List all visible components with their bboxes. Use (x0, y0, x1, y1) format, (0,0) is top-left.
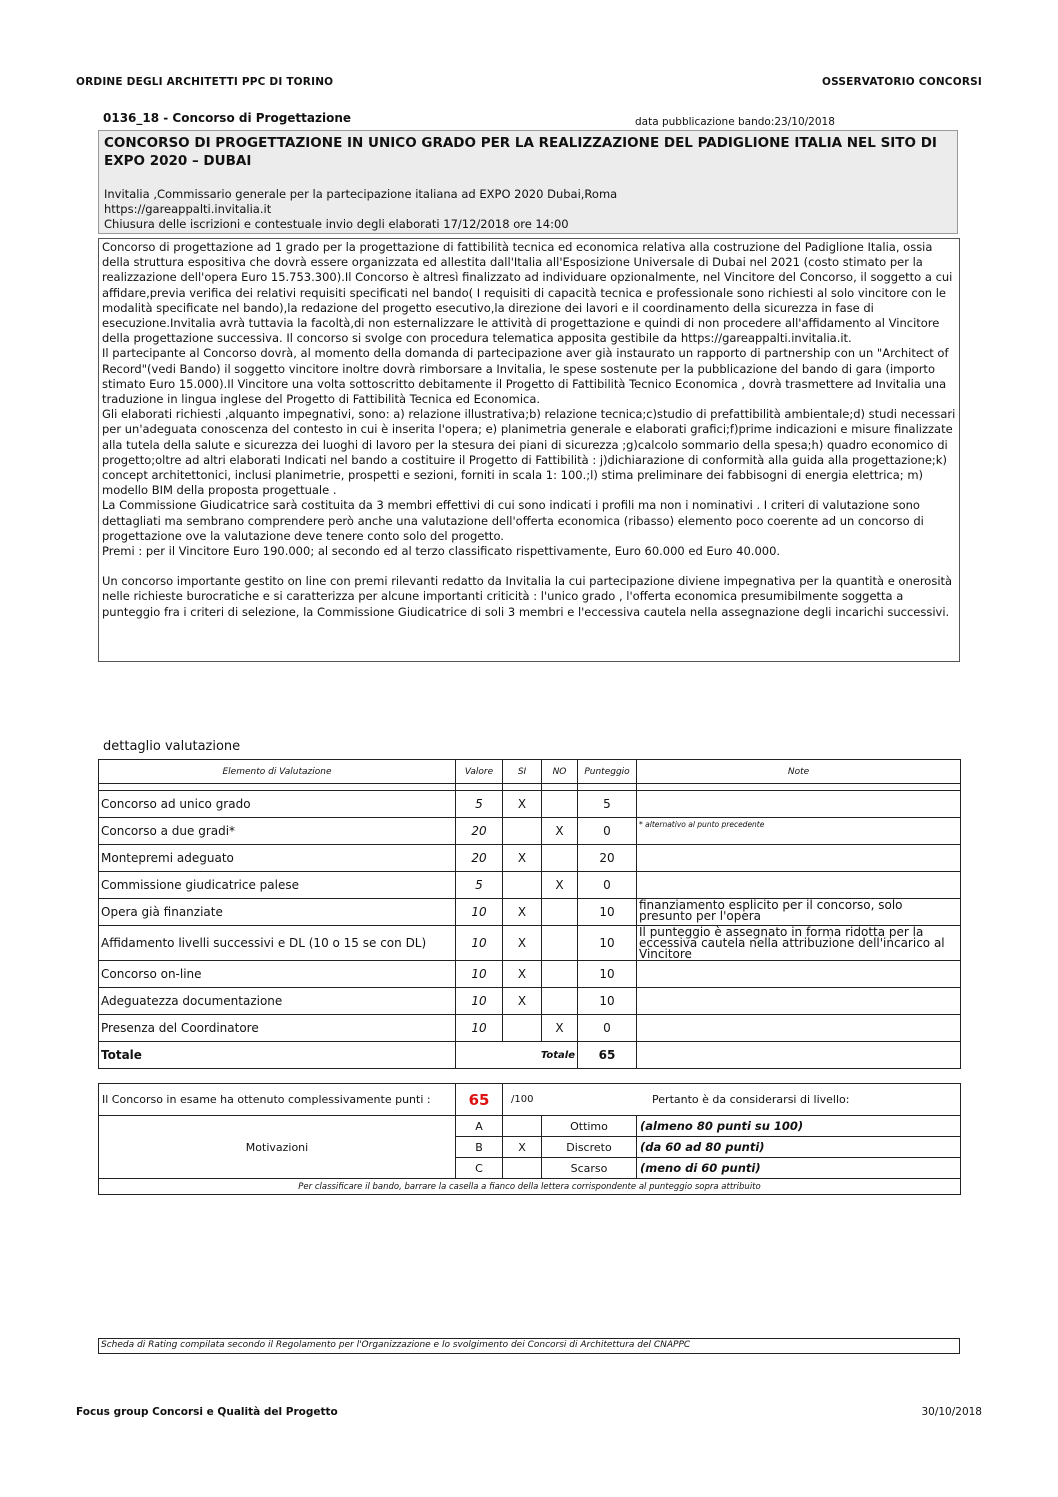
row-value: 10 (456, 961, 503, 988)
level-row (99, 1116, 961, 1137)
row-score: 10 (578, 961, 637, 988)
row-element: Montepremi adeguato (99, 845, 456, 872)
row-value: 10 (456, 899, 503, 926)
row-element: Affidamento livelli successivi e DL (10 o 15 se con DL) (99, 926, 456, 961)
footer-left: Focus group Concorsi e Qualità del Progetto (76, 1406, 338, 1418)
result-footnote: Per classificare il bando, barrare la casella a fianco della lettera corrispondente al punteggio sopra attribuito (99, 1179, 961, 1195)
table-header-row (99, 760, 961, 784)
row-si (503, 872, 542, 899)
level-range: (meno di 60 punti) (637, 1158, 961, 1179)
table-row (99, 818, 961, 845)
row-no (542, 791, 578, 818)
publication-date: data pubblicazione bando:23/10/2018 (635, 116, 835, 128)
total-label: Totale (99, 1042, 456, 1069)
description-paragraph: Concorso di progettazione ad 1 grado per la progettazione di fattibilità tecnica ed economica relativa alla costruzione del Padiglione Italia, ossia della struttura espositiva che dovrà essere organizzata ed allestita dall'Italia all'Esposizione Universale di Dubai nel 2021 (costo stimato per la realizzazione dell'opera Euro 15.753.300).Il Concorso è altresì finalizzato ad individuare opzionalmente, nel Vincitore del Concorso, il soggetto a cui affidare,previa verifica dei relativi requisiti specificati nel bando( I requisiti di capacità tecnica e professionale sono richiesti al solo vincitore con le modalità specificate nel bando),la redazione del progetto esecutivo,la direzione dei lavori e il coordinamento della sicurezza in fase di esecuzione.Invitalia avrà tuttavia la facoltà,di non esternalizzare le attività di progettazione e quindi di non procedere all'affidamento al Vincitore della progettazione successiva. Il concorso si svolge con procedura telematica apposita gestibile da https://gareappalti.invitalia.it. (102, 240, 953, 346)
row-score: 0 (578, 818, 637, 845)
row-no (542, 899, 578, 926)
row-no: X (542, 1015, 578, 1042)
row-note: Il punteggio è assegnato in forma ridotta per la eccessiva cautela nella attribuzione dell'incarico al Vincitore (637, 926, 961, 961)
row-value: 20 (456, 845, 503, 872)
result-max: /100 (503, 1084, 542, 1116)
row-si: X (503, 926, 542, 961)
header-observatory: OSSERVATORIO CONCORSI (821, 76, 982, 88)
competition-title: CONCORSO DI PROGETTAZIONE IN UNICO GRADO PER LA REALIZZAZIONE DEL PADIGLIONE ITALIA NEL SITO DI EXPO 2020 – DUBAI (104, 135, 937, 169)
row-score: 20 (578, 845, 637, 872)
table-row (99, 1015, 961, 1042)
total-label-italic: Totale (456, 1042, 578, 1069)
row-value: 20 (456, 818, 503, 845)
row-no (542, 926, 578, 961)
table-row (99, 845, 961, 872)
row-note (637, 1015, 961, 1042)
level-range: (da 60 ad 80 punti) (637, 1137, 961, 1158)
row-note (637, 845, 961, 872)
description-paragraph: La Commissione Giudicatrice sarà costituita da 3 membri effettivi di cui sono indicati i profili ma non i nominativi . I criteri di valutazione sono dettagliati ma sembrano comprendere però anche una valutazione dell'offerta economica (ribasso) elemento poco coerente ad un concorso di progettazione ove la valutazione deve tenere conto solo del progetto. (102, 498, 924, 543)
level-mark[interactable] (503, 1158, 542, 1179)
row-note (637, 872, 961, 899)
row-si: X (503, 845, 542, 872)
row-no: X (542, 872, 578, 899)
evaluation-table (98, 759, 961, 1069)
row-value: 10 (456, 1015, 503, 1042)
result-table (98, 1083, 961, 1195)
level-letter: A (456, 1116, 503, 1137)
row-element: Adeguatezza documentazione (99, 988, 456, 1015)
row-no (542, 988, 578, 1015)
motivazioni-label: Motivazioni (99, 1116, 456, 1179)
row-score: 10 (578, 899, 637, 926)
level-letter: C (456, 1158, 503, 1179)
website[interactable]: https://gareappalti.invitalia.it (104, 202, 272, 216)
total-row (99, 1042, 961, 1069)
result-score: 65 (456, 1084, 503, 1116)
row-si (503, 1015, 542, 1042)
level-name: Scarso (542, 1158, 637, 1179)
promoter: Invitalia ,Commissario generale per la partecipazione italiana ad EXPO 2020 Dubai,Roma (104, 187, 618, 201)
competition-info (104, 187, 617, 232)
header-organization: ORDINE DEGLI ARCHITETTI PPC DI TORINO (76, 76, 334, 88)
total-score: 65 (578, 1042, 637, 1069)
deadline: Chiusura delle iscrizioni e contestuale invio degli elaborati 17/12/2018 ore 14:00 (104, 217, 569, 231)
result-row (99, 1084, 961, 1116)
row-score: 0 (578, 872, 637, 899)
level-range: (almeno 80 punti su 100) (637, 1116, 961, 1137)
row-si: X (503, 791, 542, 818)
table-row (99, 872, 961, 899)
result-level-label: Pertanto è da considerarsi di livello: (542, 1084, 961, 1116)
rating-note: Scheda di Rating compilata secondo il Regolamento per l'Organizzazione e lo svolgimento dei Concorsi di Architettura del CNAPPC (98, 1338, 960, 1354)
footnote-row (99, 1179, 961, 1195)
row-si (503, 818, 542, 845)
table-row (99, 988, 961, 1015)
row-element: Presenza del Coordinatore (99, 1015, 456, 1042)
table-row (99, 961, 961, 988)
row-element: Concorso a due gradi* (99, 818, 456, 845)
level-mark[interactable]: X (503, 1137, 542, 1158)
section-title: dettaglio valutazione (103, 739, 241, 754)
result-label: Il Concorso in esame ha ottenuto complessivamente punti : (99, 1084, 456, 1116)
row-no: X (542, 818, 578, 845)
description-box (98, 238, 960, 662)
row-note (637, 791, 961, 818)
level-mark[interactable] (503, 1116, 542, 1137)
row-note (637, 961, 961, 988)
header-score: Punteggio (578, 760, 637, 784)
description-paragraph: Un concorso importante gestito on line con premi rilevanti redatto da Invitalia la cui partecipazione diviene impegnativa per la quantità e onerosità nelle richieste burocratiche e si caratterizza per alcune importanti criticità : l'unico grado , l'offerta economica presumibilmente soggetta a punteggio fra i criteri di selezione, la Commissione Giudicatrice di soli 3 membri e l'eccessiva cautela nella assegnazione degli incarichi successivi. (102, 574, 953, 619)
row-note: * alternativo al punto precedente (637, 818, 961, 845)
level-name: Ottimo (542, 1116, 637, 1137)
row-score: 10 (578, 926, 637, 961)
level-name: Discreto (542, 1137, 637, 1158)
header-element: Elemento di Valutazione (99, 760, 456, 784)
row-si: X (503, 988, 542, 1015)
row-no (542, 961, 578, 988)
row-element: Concorso on-line (99, 961, 456, 988)
description-paragraph: Premi : per il Vincitore Euro 190.000; al secondo ed al terzo classificato rispettivamente, Euro 60.000 ed Euro 40.000. (102, 544, 781, 559)
table-row (99, 926, 961, 961)
header-no: NO (542, 760, 578, 784)
row-element: Commissione giudicatrice palese (99, 872, 456, 899)
description-paragraph: Il partecipante al Concorso dovrà, al momento della domanda di partecipazione aver già instaurato un rapporto di partnership con un "Architect of Record"(vedi Bando) il soggetto vincitore inoltre dovrà rimborsare a Invitalia, le spese sostenute per la pubblicazione del bando di gara (importo stimato Euro 15.000).Il Vincitore una volta sottoscritto debitamente il Progetto di Fattibilità Tecnico Economica , dovrà trasmettere ad Invitalia una traduzione in lingua inglese del Progetto di Fattibilità Tecnica ed Economica. (102, 346, 949, 407)
footer-date: 30/10/2018 (921, 1406, 982, 1418)
header-notes: Note (637, 760, 961, 784)
row-no (542, 845, 578, 872)
row-score: 0 (578, 1015, 637, 1042)
row-element: Concorso ad unico grado (99, 791, 456, 818)
row-si: X (503, 961, 542, 988)
level-letter: B (456, 1137, 503, 1158)
header-value: Valore (456, 760, 503, 784)
row-si: X (503, 899, 542, 926)
description-paragraph: Gli elaborati richiesti ,alquanto impegnativi, sono: a) relazione illustrativa;b) relazione tecnica;c)studio di prefattibilità ambientale;d) studi necessari per un'adeguata conoscenza del contesto in cui è inserita l'opera; e) planimetria generale e elaborati grafici;f)prime indicazioni e misure finalizzate alla tutela della salute e sicurezza dei luoghi di lavoro per la stesura dei piani di sicurezza ;g)calcolo sommario della spesa;h) quadro economico di progetto;oltre ad altri elaborati Indicati nel bando a costituire il Progetto di Fattibilità : j)dichiarazione di conformità alla guida alla progettazione;k) concept architettonici, inclusi planimetrie, prospetti e sezioni, forniti in scala 1: 100.;l) stima preliminare dei fabbisogni di energia elettrica; m) modello BIM della proposta progettuale . (102, 407, 956, 498)
row-score: 5 (578, 791, 637, 818)
row-score: 10 (578, 988, 637, 1015)
row-note: finanziamento esplicito per il concorso, solo presunto per l'opera (637, 899, 961, 926)
table-row (99, 791, 961, 818)
row-element: Opera già finanziate (99, 899, 456, 926)
header-si: SI (503, 760, 542, 784)
row-value: 10 (456, 926, 503, 961)
table-row (99, 899, 961, 926)
row-value: 5 (456, 872, 503, 899)
row-value: 5 (456, 791, 503, 818)
competition-code: 0136_18 - Concorso di Progettazione (103, 111, 352, 125)
title-box (98, 130, 958, 234)
row-note (637, 988, 961, 1015)
row-value: 10 (456, 988, 503, 1015)
